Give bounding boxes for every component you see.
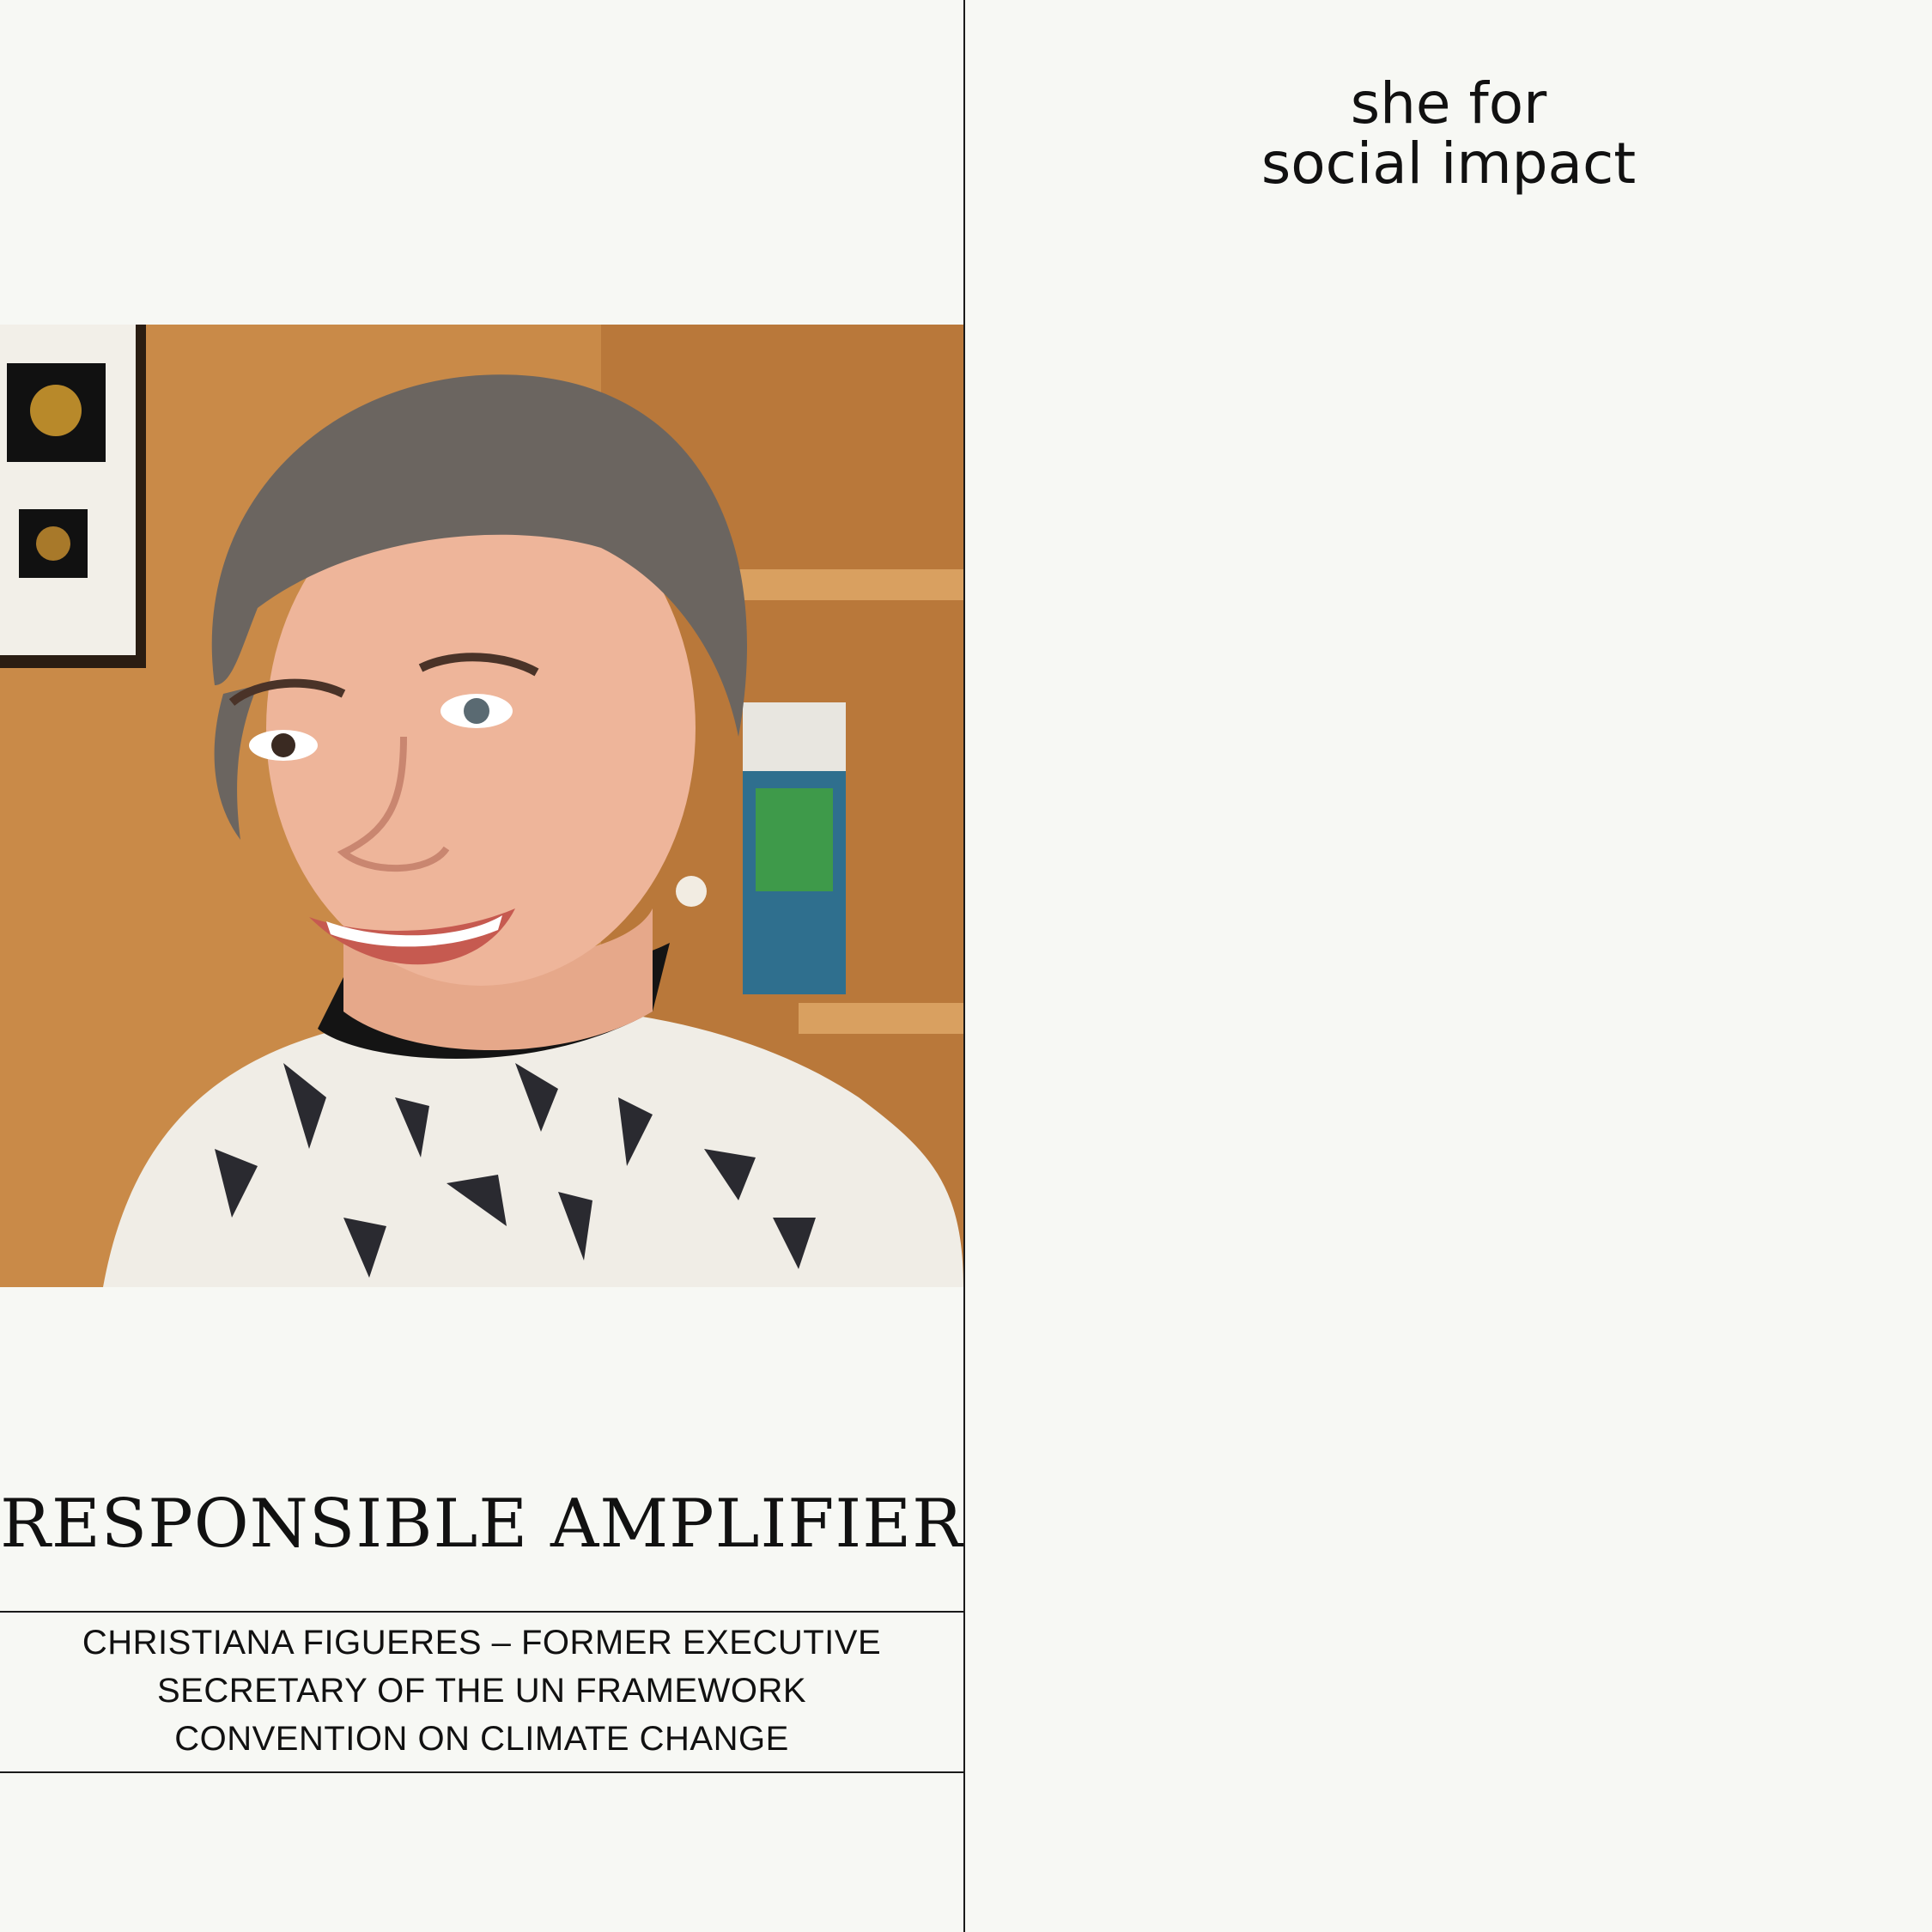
caption bbox=[0, 1619, 963, 1763]
brand-line-1: she for bbox=[1350, 70, 1547, 137]
brand-line-2: social impact bbox=[1261, 131, 1637, 197]
caption-bottom-rule bbox=[0, 1771, 963, 1773]
caption-line-3: CONVENTION ON CLIMATE CHANGE bbox=[174, 1720, 789, 1758]
left-panel bbox=[0, 0, 963, 1932]
caption-line-2: SECRETARY OF THE UN FRAMEWORK bbox=[156, 1672, 807, 1710]
portrait-photo bbox=[0, 325, 963, 1287]
caption-line-1: CHRISTIANA FIGUERES – FORMER EXECUTIVE bbox=[82, 1624, 882, 1662]
headline: RESPONSIBLE AMPLIFIER bbox=[0, 1485, 963, 1563]
brand-logo bbox=[965, 70, 1932, 197]
caption-top-rule bbox=[0, 1611, 963, 1613]
vertical-divider bbox=[963, 0, 965, 1932]
portrait-illustration bbox=[0, 325, 963, 1287]
